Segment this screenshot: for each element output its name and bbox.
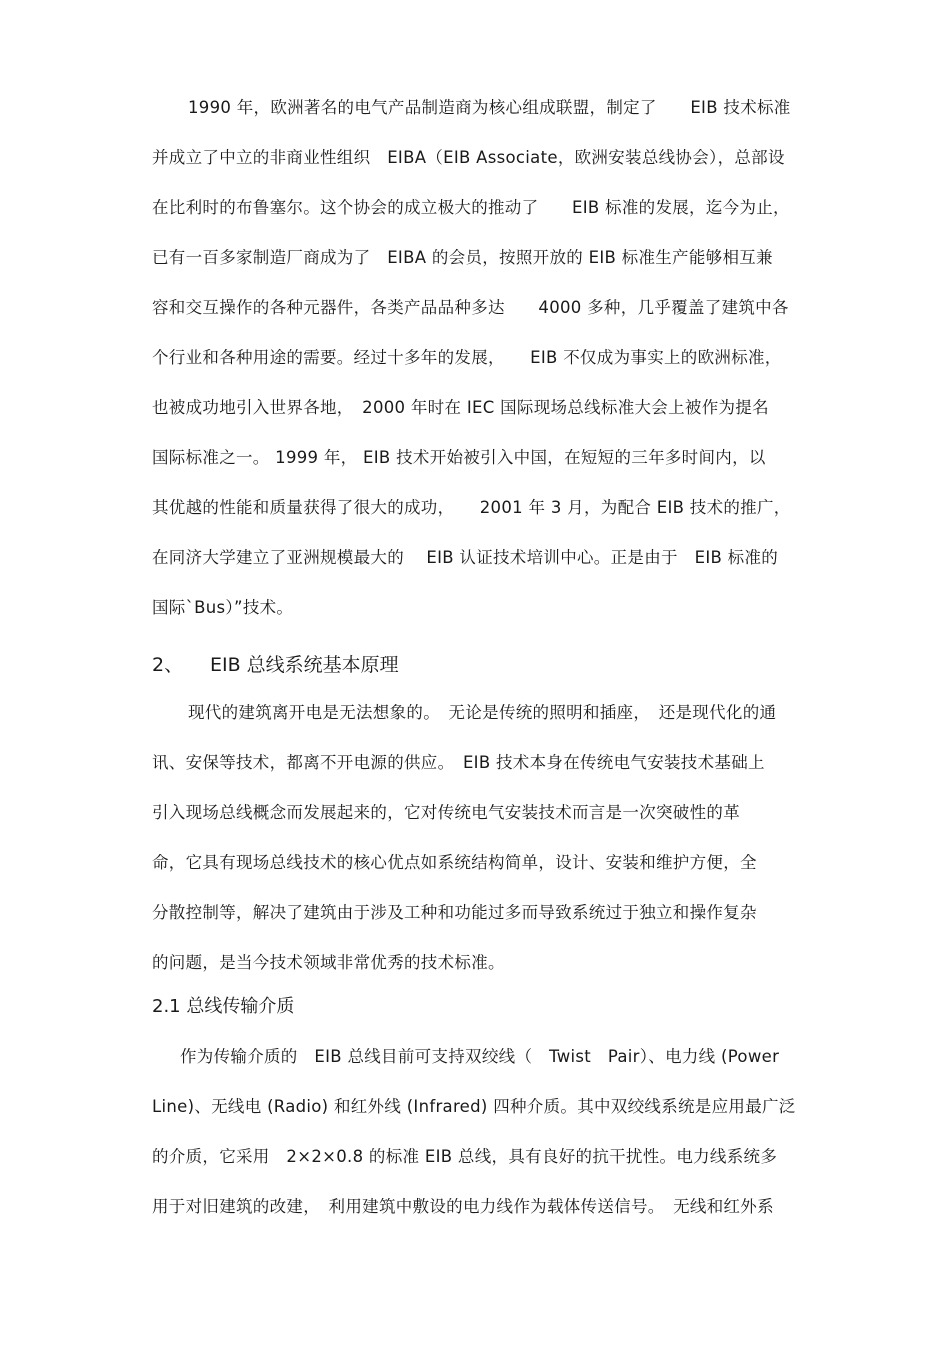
text-line: 也被成功地引入世界各地， 2000 年时在 IEC 国际现场总线标准大会上被作为提名	[152, 398, 769, 417]
section-title: EIB 总线系统基本原理	[210, 654, 399, 676]
text-line: 已有一百多家制造厂商成为了 EIBA 的会员，按照开放的 EIB 标准生产能够相互兼	[152, 248, 773, 267]
text-line: 命，它具有现场总线技术的核心优点如系统结构简单，设计、安装和维护方便，全	[152, 853, 757, 872]
text-line: 国际标准之一。 1999 年， EIB 技术开始被引入中国，在短短的三年多时间内，以	[152, 448, 766, 467]
text-line: 1990 年，欧洲著名的电气产品制造商为核心组成联盟，制定了 EIB 技术标准	[188, 98, 791, 117]
text-line: 作为传输介质的 EIB 总线目前可支持双绞线（ Twist Pair）、电力线 (Power	[180, 1047, 780, 1066]
text-line: 的介质，它采用 2×2×0.8 的标准 EIB 总线，具有良好的抗干扰性。电力线系统多	[152, 1147, 778, 1166]
section-heading	[152, 652, 399, 678]
text-line: 其优越的性能和质量获得了很大的成功， 2001 年 3 月，为配合 EIB 技术的推广，	[152, 498, 791, 517]
text-line: Line)、无线电 (Radio) 和红外线 (Infrared) 四种介质。其中双绞线系统是应用最广泛	[152, 1097, 796, 1116]
text-line: 在比利时的布鲁塞尔。这个协会的成立极大的推动了 EIB 标准的发展，迄今为止，	[152, 198, 790, 217]
text-line: 在同济大学建立了亚洲规模最大的 EIB 认证技术培训中心。正是由于 EIB 标准的	[152, 548, 779, 567]
text-line: 引入现场总线概念而发展起来的，它对传统电气安装技术而言是一次突破性的革	[152, 803, 740, 822]
text-line: 现代的建筑离开电是无法想象的。 无论是传统的照明和插座， 还是现代化的通	[188, 703, 777, 722]
text-line: 分散控制等，解决了建筑由于涉及工种和功能过多而导致系统过于独立和操作复杂	[152, 903, 757, 922]
text-line: 的问题，是当今技术领域非常优秀的技术标准。	[152, 953, 505, 972]
section-number: 2、	[152, 654, 184, 676]
subsection-heading: 2.1 总线传输介质	[152, 996, 295, 1017]
text-line: 讯、安保等技术，都离不开电源的供应。 EIB 技术本身在传统电气安装技术基础上	[152, 753, 765, 772]
text-line: 国际`Bus）”技术。	[152, 598, 294, 617]
text-line: 个行业和各种用途的需要。经过十多年的发展， EIB 不仅成为事实上的欧洲标准，	[152, 348, 782, 367]
text-line: 用于对旧建筑的改建， 利用建筑中敷设的电力线作为载体传送信号。 无线和红外系	[152, 1197, 774, 1216]
text-line: 并成立了中立的非商业性组织 EIBA（EIB Associate，欧洲安装总线协会），总部设	[152, 148, 785, 167]
text-line: 容和交互操作的各种元器件，各类产品品种多达 4000 多种，几乎覆盖了建筑中各	[152, 298, 789, 317]
